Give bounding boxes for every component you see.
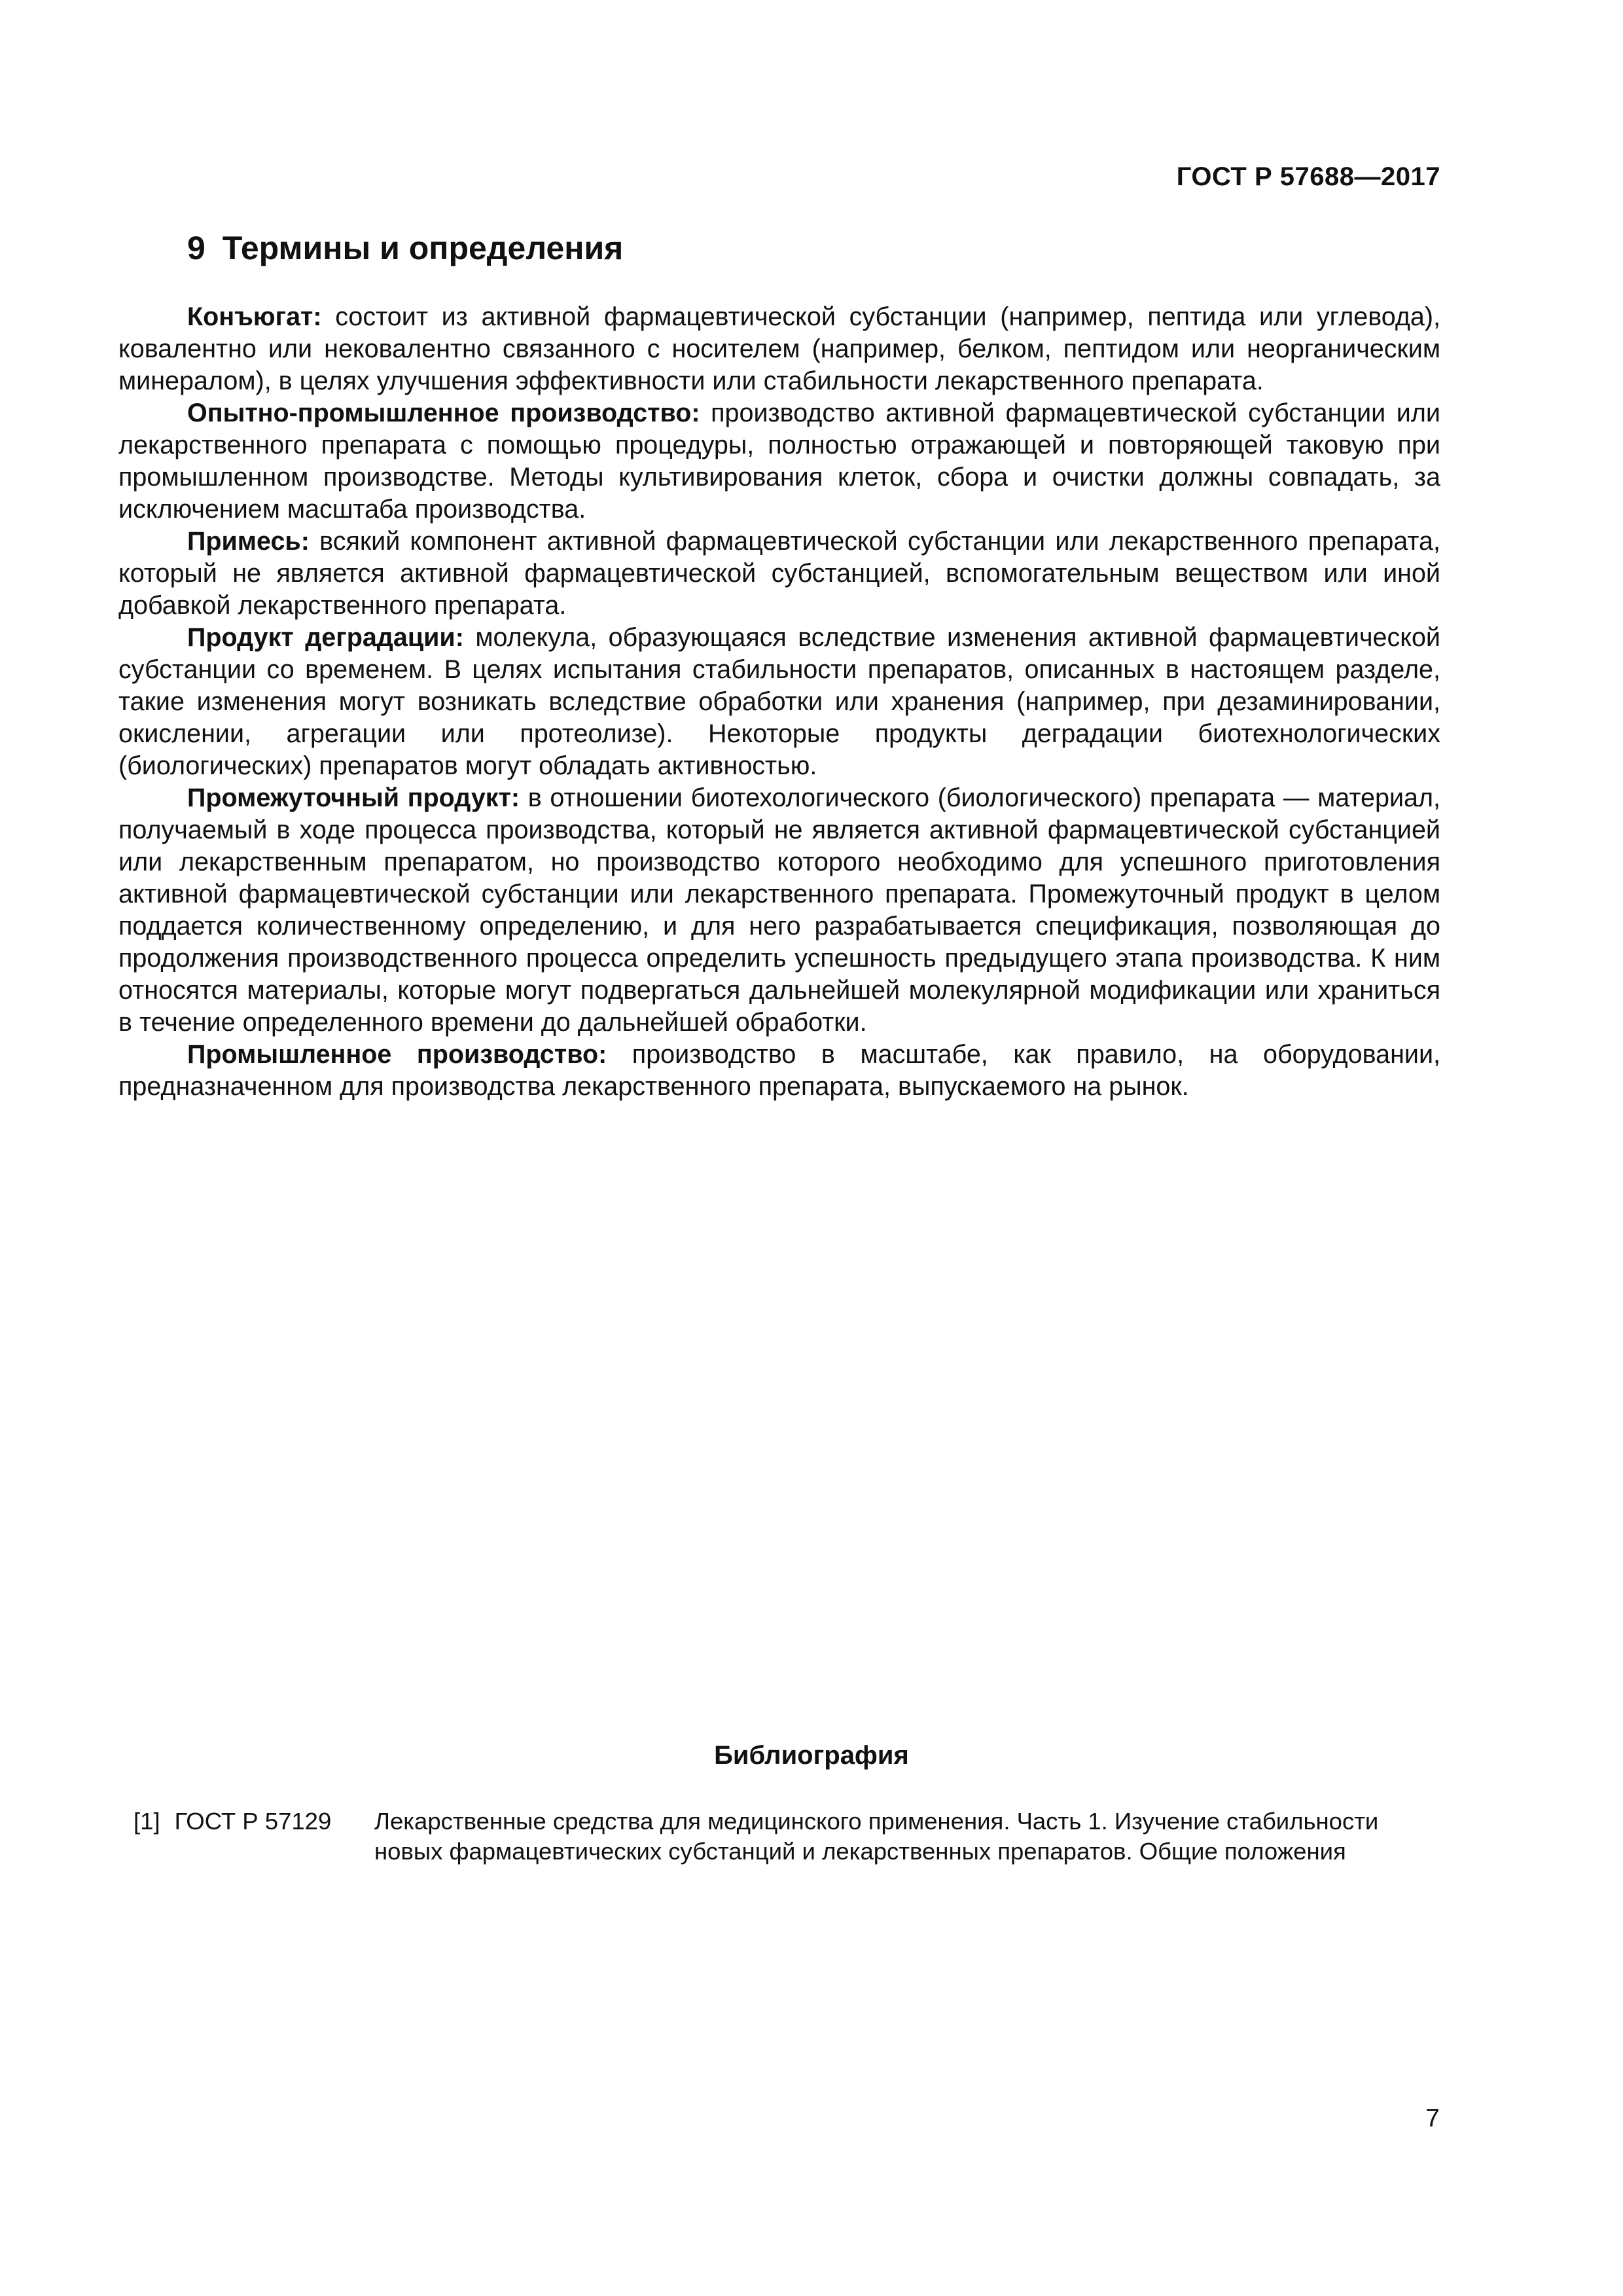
- term-definition: [118, 782, 1440, 1039]
- term-definition: [118, 526, 1440, 622]
- section-heading: [187, 229, 623, 267]
- term-name: Опытно-промышленное производство:: [187, 399, 700, 427]
- section-title: Термины и определения: [222, 230, 624, 266]
- term-definition: [118, 622, 1440, 782]
- term-name: Промышленное производство:: [187, 1040, 607, 1069]
- section-number: 9: [187, 230, 205, 266]
- bibliography-item: [134, 1806, 1449, 1867]
- terms-list: [118, 301, 1440, 1103]
- term-name: Конъюгат:: [187, 302, 322, 331]
- term-name: Промежуточный продукт:: [187, 783, 520, 812]
- term-name: Продукт деградации:: [187, 623, 464, 652]
- term-text: всякий компонент активной фармацевтической субстанции или лекарственного препарата, который не является активной фармацевтической субстанцией, вспомогательным веществом или иной добавкой лекарственного препарата.: [118, 527, 1440, 620]
- term-definition: [118, 397, 1440, 526]
- term-text: состоит из активной фармацевтической субстанции (например, пептида или углевода), ковалентно или нековалентно связанного с носителем (например, белком, пептидом или неорганическим минералом), в целях улучшения эффективности или стабильности лекарственного препарата.: [118, 302, 1440, 395]
- bibliography-code: ГОСТ Р 57129: [174, 1808, 332, 1835]
- bibliography-number: [1]: [134, 1808, 160, 1835]
- term-definition: [118, 301, 1440, 397]
- bibliography-title: Библиография: [714, 1741, 909, 1770]
- bibliography-reference: [134, 1806, 374, 1867]
- document-code: ГОСТ Р 57688—2017: [1176, 162, 1440, 191]
- term-text: молекула, образующаяся вследствие изменения активной фармацевтической субстанции со временем. В целях испытания стабильности препаратов, описанных в настоящем разделе, такие изменения могут возникать вследствие обработки или хранения (например, при дезаминировании, окислении, агрегации или протеолизе). Некоторые продукты деградации биотехнологических (биологических) препаратов могут обладать активностью.: [118, 623, 1440, 780]
- page-number: 7: [1425, 2104, 1440, 2132]
- bibliography-text: Лекарственные средства для медицинского применения. Часть 1. Изучение стабильности новых фармацевтических субстанций и лекарственных препаратов. Общие положения: [374, 1808, 1379, 1865]
- term-name: Примесь:: [187, 527, 310, 556]
- term-text: производство активной фармацевтической субстанции или лекарственного препарата с помощью процедуры, полностью отражающей и повторяющей таковую при промышленном производстве. Методы культивирования клеток, сбора и очистки должны совпадать, за исключением масштаба производства.: [118, 399, 1440, 524]
- term-text: производство в масштабе, как правило, на оборудовании, предназначенном для производства лекарственного препарата, выпускаемого на рынок.: [118, 1040, 1440, 1101]
- term-definition: [118, 1039, 1440, 1103]
- term-text: в отношении биотехологического (биологического) препарата — материал, получаемый в ходе процесса производства, который не является активной фармацевтической субстанцией или лекарственным препаратом, но производство которого необходимо для успешного приготовления активной фармацевтической субстанции или лекарственного препарата. Промежуточный продукт в целом поддается количественному определению, и для него разрабатывается спецификация, позволяющая до продолжения производственного процесса определить успешность предыдущего этапа производства. К ним относятся материалы, которые могут подвергаться дальнейшей молекулярной модификации или храниться в течение определенного времени до дальнейшей обработки.: [118, 783, 1440, 1037]
